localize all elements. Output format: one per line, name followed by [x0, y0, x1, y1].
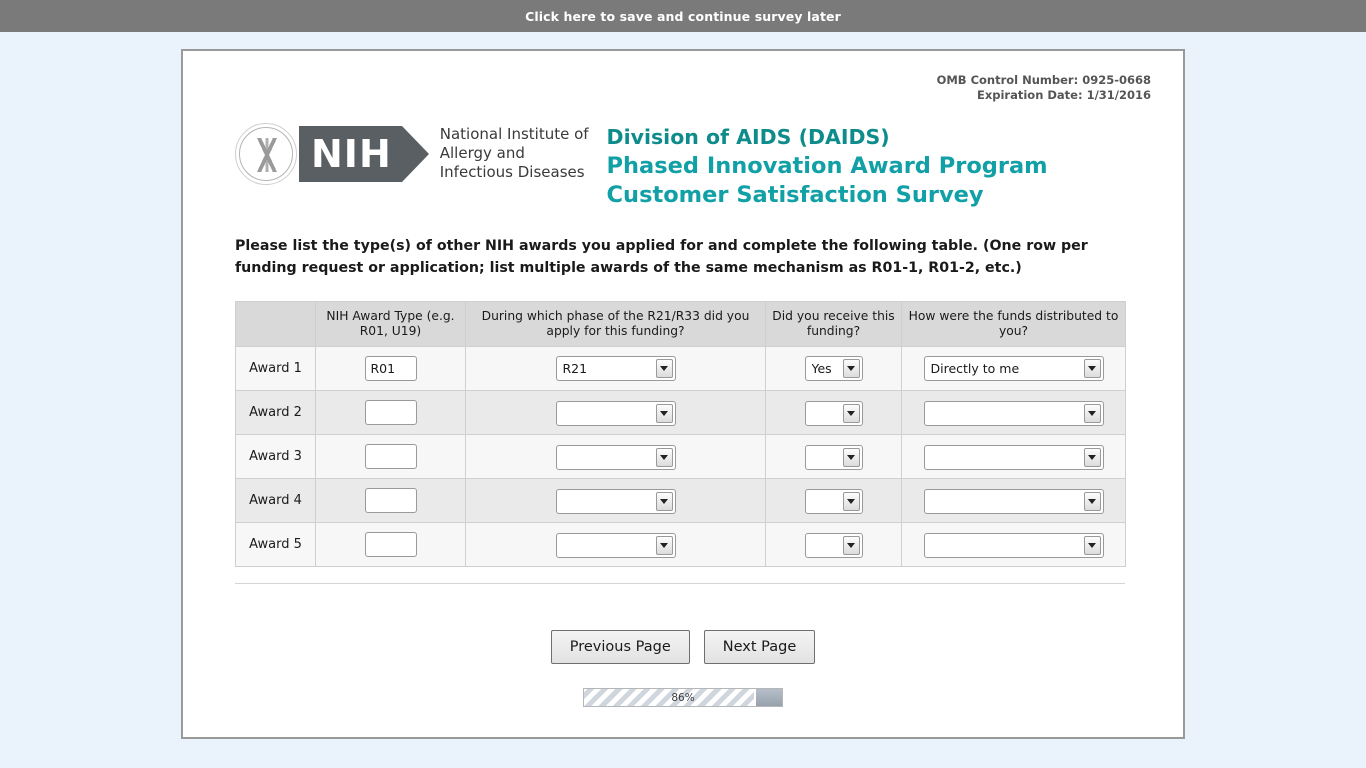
omb-expiration-date: Expiration Date: 1/31/2016 [976, 88, 1151, 102]
chevron-down-icon[interactable] [843, 404, 860, 423]
chevron-down-icon[interactable] [656, 404, 673, 423]
chevron-down-icon[interactable] [656, 448, 673, 467]
distribution-select-2[interactable] [924, 401, 1104, 426]
cell-received-3 [766, 435, 902, 479]
table-row [236, 479, 1126, 523]
cell-award-type-3 [316, 435, 466, 479]
nih-abbrev-label: NIH [311, 132, 392, 176]
phase-select-1[interactable] [556, 356, 676, 381]
award-type-input-1[interactable] [365, 356, 417, 381]
row-label-award-3: Award 3 [236, 435, 316, 479]
section-divider [235, 583, 1125, 584]
chevron-down-icon[interactable] [656, 492, 673, 511]
save-and-continue-label: Click here to save and continue survey later [525, 8, 841, 24]
survey-title-line-1: Division of AIDS (DAIDS) [606, 125, 890, 149]
phase-select-5[interactable] [556, 533, 676, 558]
chevron-down-icon[interactable] [656, 359, 673, 378]
table-row [236, 391, 1126, 435]
nih-institute-name [440, 123, 589, 182]
table-row [236, 523, 1126, 567]
omb-info [937, 73, 1151, 103]
nih-logo-block [299, 126, 402, 182]
omb-control-number: OMB Control Number: 0925-0668 [936, 73, 1151, 87]
row-label-award-4: Award 4 [236, 479, 316, 523]
cell-phase-4 [466, 479, 766, 523]
nih-name-line-1: National Institute of [439, 125, 589, 143]
column-header-distribution: How were the funds distributed to you? [902, 302, 1126, 347]
award-type-input-3[interactable] [365, 444, 417, 469]
row-label-award-1: Award 1 [236, 347, 316, 391]
nih-name-line-3: Infectious Diseases [439, 163, 585, 181]
previous-page-button[interactable]: Previous Page [551, 630, 690, 664]
save-and-continue-bar[interactable] [0, 0, 1366, 32]
table-header-row [236, 302, 1126, 347]
column-header-blank [236, 302, 316, 347]
distribution-select-5[interactable] [924, 533, 1104, 558]
survey-header [183, 51, 1183, 208]
cell-phase-1 [466, 347, 766, 391]
phase-select-4[interactable] [556, 489, 676, 514]
cell-distribution-1 [902, 347, 1126, 391]
award-type-input-4[interactable] [365, 488, 417, 513]
phase-select-3[interactable] [556, 445, 676, 470]
chevron-down-icon[interactable] [843, 359, 860, 378]
cell-received-5 [766, 523, 902, 567]
column-header-phase: During which phase of the R21/R33 did you apply for this funding? [466, 302, 766, 347]
cell-distribution-2 [902, 391, 1126, 435]
received-select-1[interactable] [805, 356, 863, 381]
received-select-2[interactable] [805, 401, 863, 426]
row-label-award-5: Award 5 [236, 523, 316, 567]
row-label-award-2: Award 2 [236, 391, 316, 435]
survey-title [607, 123, 1048, 210]
awards-table [235, 301, 1126, 567]
received-select-1-value: Yes [811, 361, 832, 376]
cell-award-type-2 [316, 391, 466, 435]
question-instructions: Please list the type(s) of other NIH awards you applied for and complete the following table. (One row per funding request or application; list multiple awards of the same mechanism as R01-1, R01-2, etc.) [235, 238, 1088, 276]
chevron-down-icon[interactable] [1084, 404, 1101, 423]
received-select-5[interactable] [805, 533, 863, 558]
survey-card [181, 49, 1185, 739]
distribution-select-3[interactable] [924, 445, 1104, 470]
chevron-down-icon[interactable] [1084, 359, 1101, 378]
chevron-down-icon[interactable] [843, 536, 860, 555]
received-select-4[interactable] [805, 489, 863, 514]
phase-select-1-value: R21 [562, 361, 588, 376]
phase-select-2[interactable] [556, 401, 676, 426]
distribution-select-1-value: Directly to me [930, 361, 1020, 376]
cell-received-1 [766, 347, 902, 391]
distribution-select-4[interactable] [924, 489, 1104, 514]
cell-received-2 [766, 391, 902, 435]
award-type-input-2[interactable] [365, 400, 417, 425]
cell-distribution-4 [902, 479, 1126, 523]
chevron-down-icon[interactable] [843, 448, 860, 467]
table-row [236, 347, 1126, 391]
column-header-received: Did you receive this funding? [766, 302, 902, 347]
survey-title-line-2: Phased Innovation Award Program [606, 153, 1048, 179]
award-type-input-5[interactable] [365, 532, 417, 557]
chevron-down-icon[interactable] [1084, 492, 1101, 511]
survey-progress-bar [583, 688, 783, 707]
chevron-down-icon[interactable] [1084, 536, 1101, 555]
nih-name-line-2: Allergy and [439, 144, 525, 162]
cell-phase-3 [466, 435, 766, 479]
cell-distribution-3 [902, 435, 1126, 479]
cell-award-type-1 [316, 347, 466, 391]
hhs-seal-icon [235, 123, 297, 185]
cell-distribution-5 [902, 523, 1126, 567]
cell-received-4 [766, 479, 902, 523]
column-header-award-type: NIH Award Type (e.g. R01, U19) [316, 302, 466, 347]
cell-phase-5 [466, 523, 766, 567]
survey-title-line-3: Customer Satisfaction Survey [606, 182, 984, 208]
chevron-down-icon[interactable] [843, 492, 860, 511]
cell-phase-2 [466, 391, 766, 435]
progress-percent-label: 86% [671, 691, 695, 704]
received-select-3[interactable] [805, 445, 863, 470]
distribution-select-1[interactable] [924, 356, 1104, 381]
cell-award-type-5 [316, 523, 466, 567]
chevron-down-icon[interactable] [1084, 448, 1101, 467]
cell-award-type-4 [316, 479, 466, 523]
page-background [0, 32, 1366, 768]
next-page-button[interactable]: Next Page [704, 630, 816, 664]
table-row [236, 435, 1126, 479]
navigation-buttons [183, 630, 1183, 664]
chevron-down-icon[interactable] [656, 536, 673, 555]
